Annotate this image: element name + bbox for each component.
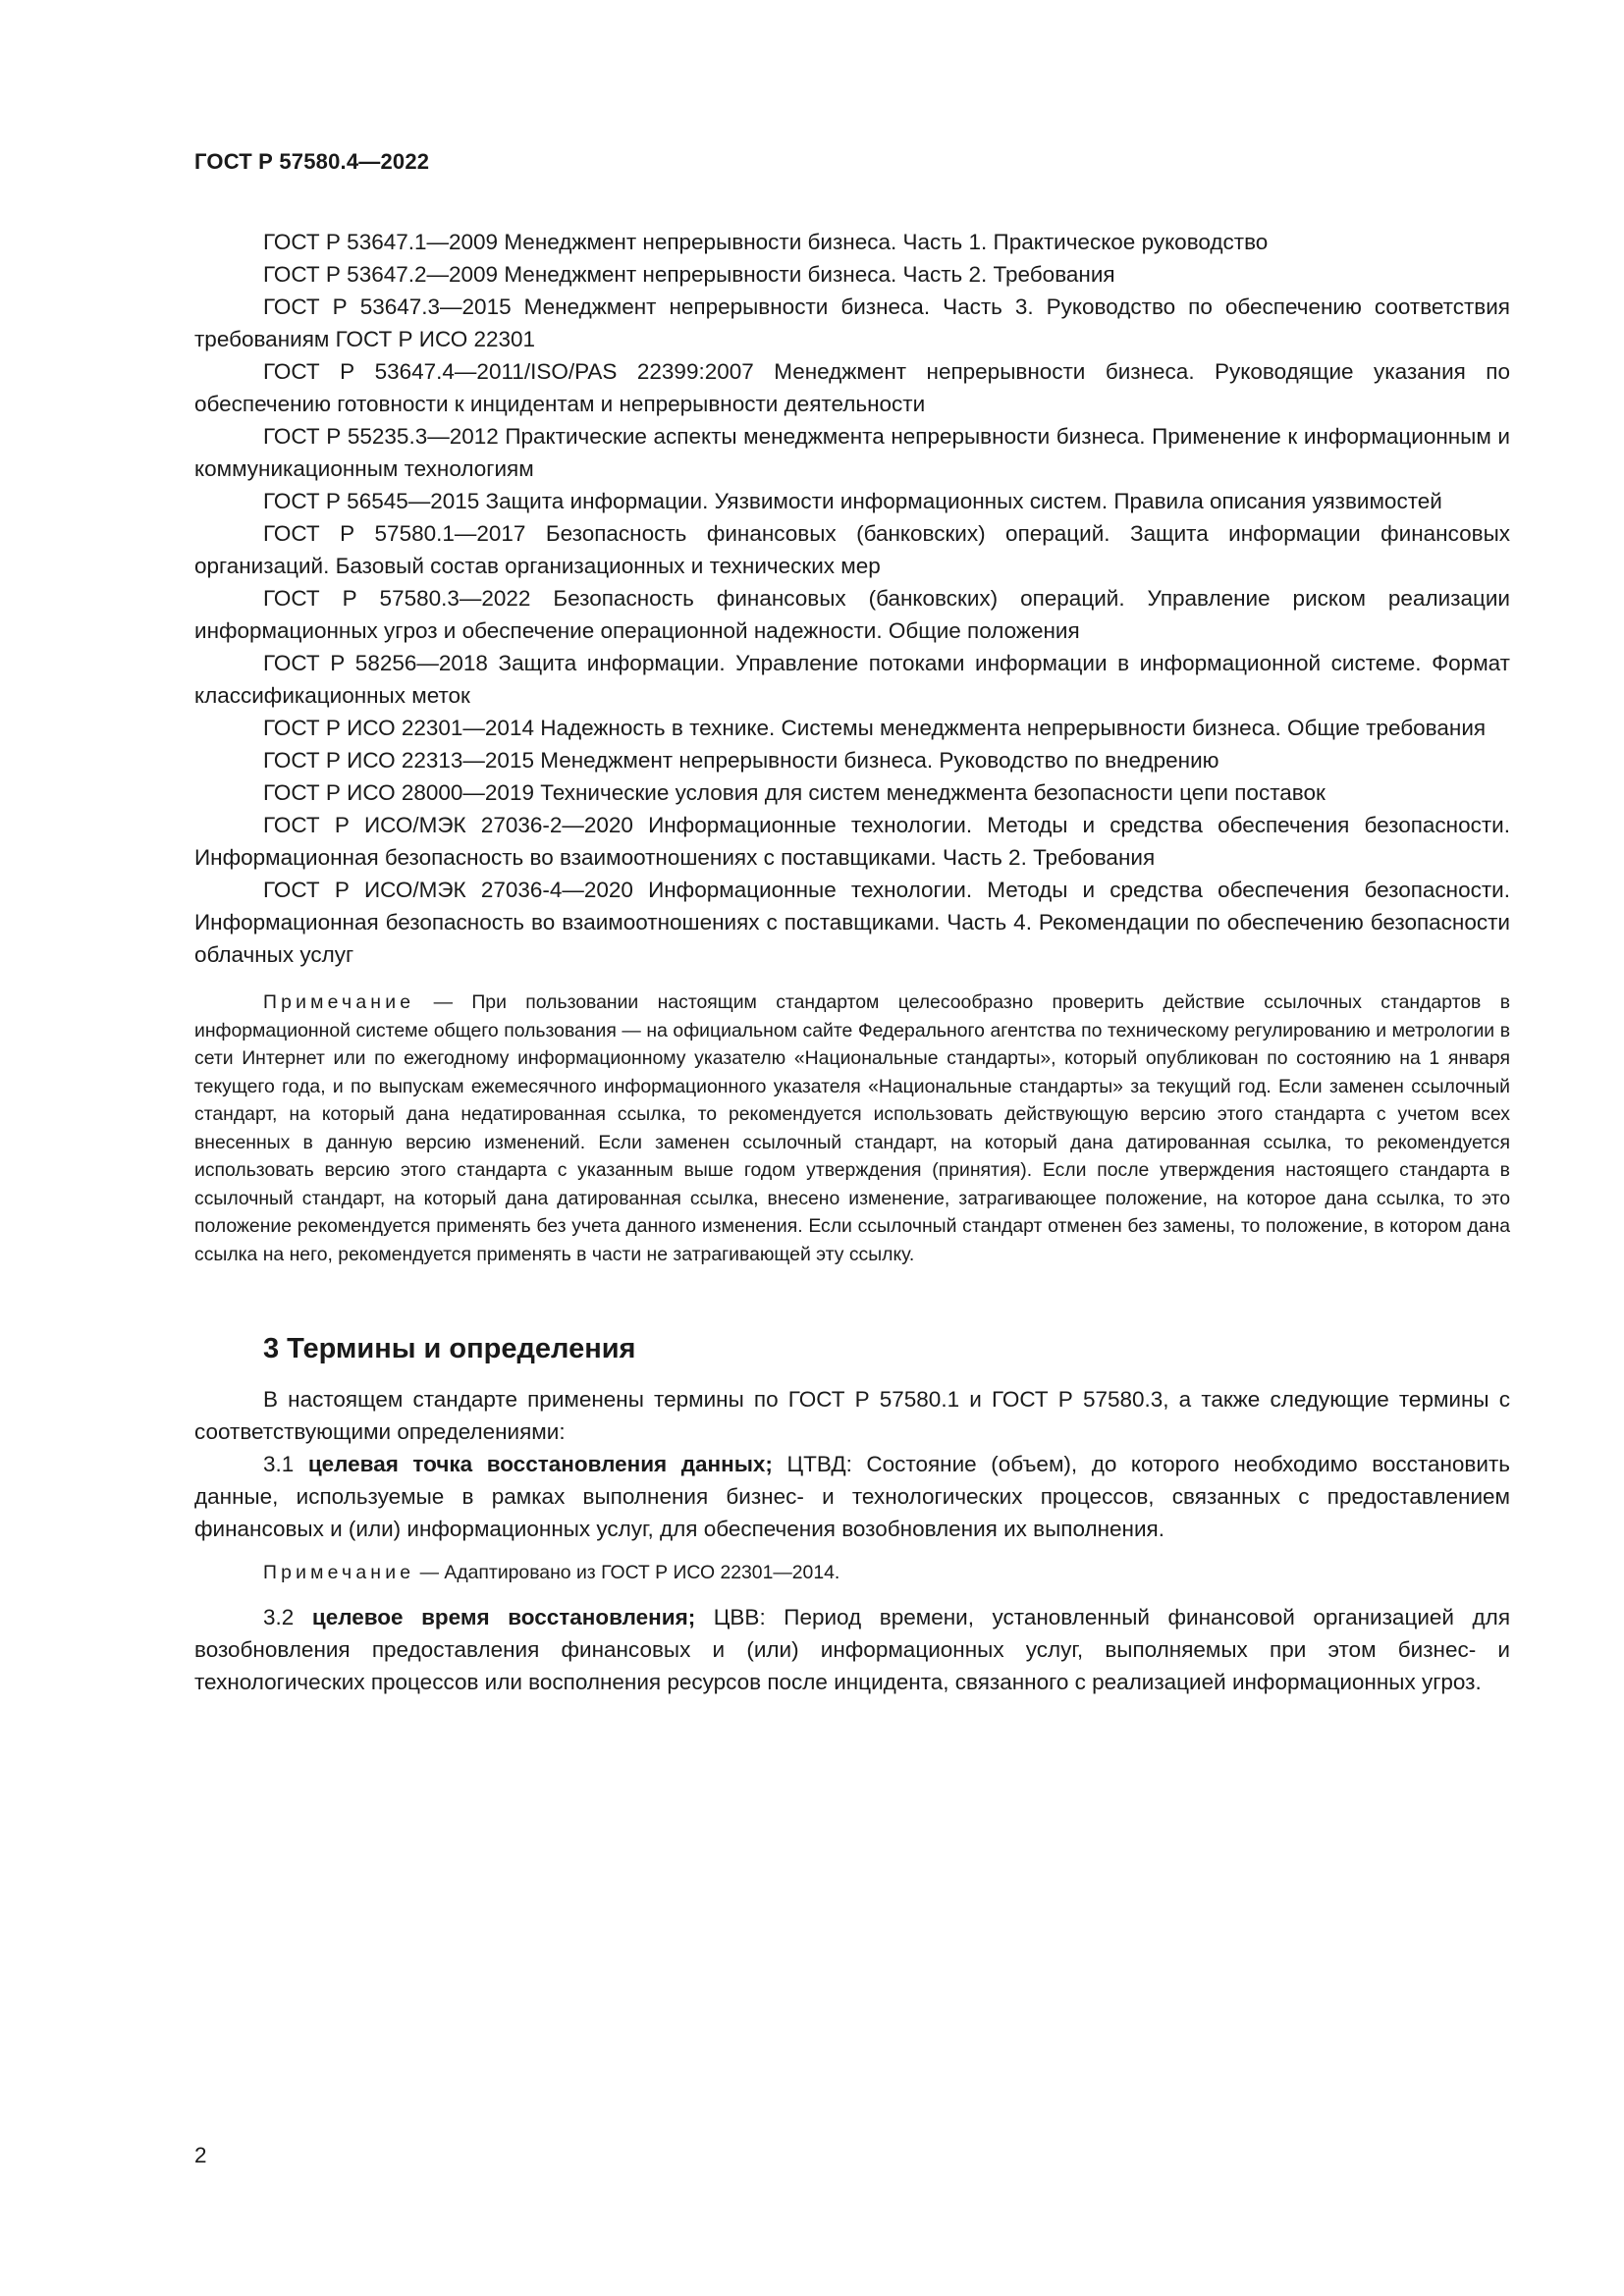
reference-item: ГОСТ Р 56545—2015 Защита информации. Уязвимости информационных систем. Правила описания уязвимостей [263, 489, 1442, 513]
references-list [194, 226, 1510, 971]
section-intro: В настоящем стандарте применены термины по ГОСТ Р 57580.1 и ГОСТ Р 57580.3, а также следующие термины с соответствующими определениями: [194, 1387, 1510, 1444]
document-body [194, 226, 1510, 1698]
definition-term: целевая точка восстановления данных; [307, 1452, 773, 1476]
reference-item: ГОСТ Р 58256—2018 Защита информации. Управление потоками информации в информационной системе. Формат классификационных меток [194, 651, 1510, 708]
definition-3-2 [194, 1601, 1510, 1698]
reference-item: ГОСТ Р ИСО/МЭК 27036-4—2020 Информационные технологии. Методы и средства обеспечения безопасности. Информационная безопасность во взаимоотношениях с поставщиками. Часть 4. Рекомендации по обеспечению безопасности облачных услуг [194, 878, 1510, 967]
reference-item: ГОСТ Р 53647.2—2009 Менеджмент непрерывности бизнеса. Часть 2. Требования [263, 262, 1115, 287]
reference-item: ГОСТ Р 53647.3—2015 Менеджмент непрерывности бизнеса. Часть 3. Руководство по обеспечению соответствия требованиям ГОСТ Р ИСО 22301 [194, 294, 1510, 351]
definition-text: ЦТВД: Состояние (объем), до которого необходимо восстановить данные, используемые в рамках выполнения бизнес- и технологических процессов, связанных с предоставлением финансовых и (или) информационных услуг, для обеспечения возобновления их выполнения. [194, 1452, 1510, 1541]
note-text: — При пользовании настоящим стандартом целесообразно проверить действие ссылочных стандартов в информационной системе общего пользования — на официальном сайте Федерального агентства по техническому регулированию и метрологии в сети Интернет или по ежегодному информационному указателю «Национальные стандарты», который опубликован по состоянию на 1 января текущего года, и по выпускам ежемесячного информационного указателя «Национальные стандарты» за текущий год. Если заменен ссылочный стандарт, на который дана недатированная ссылка, то рекомендуется использовать действующую версию этого стандарта с учетом всех внесенных в данную версию изменений. Если заменен ссылочный стандарт, на который дана датированная ссылка, то рекомендуется использовать версию этого стандарта с указанным выше годом утверждения (принятия). Если после утверждения настоящего стандарта в ссылочный стандарт, на который дана датированная ссылка, внесено изменение, затрагивающее положение, на которое дана ссылка, то это положение рекомендуется применять без учета данного изменения. Если ссылочный стандарт отменен без замены, то положение, в котором дана ссылка на него, рекомендуется применять в части не затрагивающей эту ссылку. [194, 991, 1510, 1265]
reference-item: ГОСТ Р 55235.3—2012 Практические аспекты менеджмента непрерывности бизнеса. Применение к информационным и коммуникационным технологиям [194, 424, 1510, 481]
page-number: 2 [194, 2143, 207, 2167]
note-text: — Адаптировано из ГОСТ Р ИСО 22301—2014. [414, 1562, 840, 1583]
reference-item: ГОСТ Р 57580.1—2017 Безопасность финансовых (банковских) операций. Защита информации финансовых организаций. Базовый состав организационных и технических мер [194, 521, 1510, 578]
reference-item: ГОСТ Р 53647.4—2011/ISO/PAS 22399:2007 Менеджмент непрерывности бизнеса. Руководящие указания по обеспечению готовности к инцидентам и непрерывности деятельности [194, 359, 1510, 416]
note-label: Примечание [263, 1562, 415, 1583]
definition-text: ЦВВ: Период времени, установленный финансовой организацией для возобновления предоставления финансовых и (или) информационных услуг, выполняемых при этом бизнес- и технологических процессов или восполнения ресурсов после инцидента, связанного с реализацией информационных угроз. [194, 1604, 1510, 1694]
reference-item: ГОСТ Р ИСО/МЭК 27036-2—2020 Информационные технологии. Методы и средства обеспечения безопасности. Информационная безопасность во взаимоотношениях с поставщиками. Часть 2. Требования [194, 813, 1510, 870]
references-note [194, 988, 1510, 1268]
reference-item: ГОСТ Р 57580.3—2022 Безопасность финансовых (банковских) операций. Управление риском реализации информационных угроз и обеспечение операционной надежности. Общие положения [194, 586, 1510, 643]
reference-item: ГОСТ Р ИСО 22301—2014 Надежность в технике. Системы менеджмента непрерывности бизнеса. Общие требования [263, 716, 1487, 740]
reference-item: ГОСТ Р 53647.1—2009 Менеджмент непрерывности бизнеса. Часть 1. Практическое руководство [263, 230, 1269, 254]
definition-3-1 [194, 1448, 1510, 1545]
note-label: Примечание [263, 991, 415, 1013]
definition-number: 3.2 [263, 1604, 312, 1629]
reference-item: ГОСТ Р ИСО 22313—2015 Менеджмент непрерывности бизнеса. Руководство по внедрению [263, 748, 1219, 773]
definition-number: 3.1 [263, 1452, 308, 1476]
reference-item: ГОСТ Р ИСО 28000—2019 Технические условия для систем менеджмента безопасности цепи поставок [263, 780, 1326, 805]
section-title: 3 Термины и определения [263, 1333, 636, 1364]
definition-term: целевое время восстановления; [311, 1604, 696, 1629]
definition-note [194, 1559, 1510, 1587]
document-header: ГОСТ Р 57580.4—2022 [194, 149, 430, 174]
